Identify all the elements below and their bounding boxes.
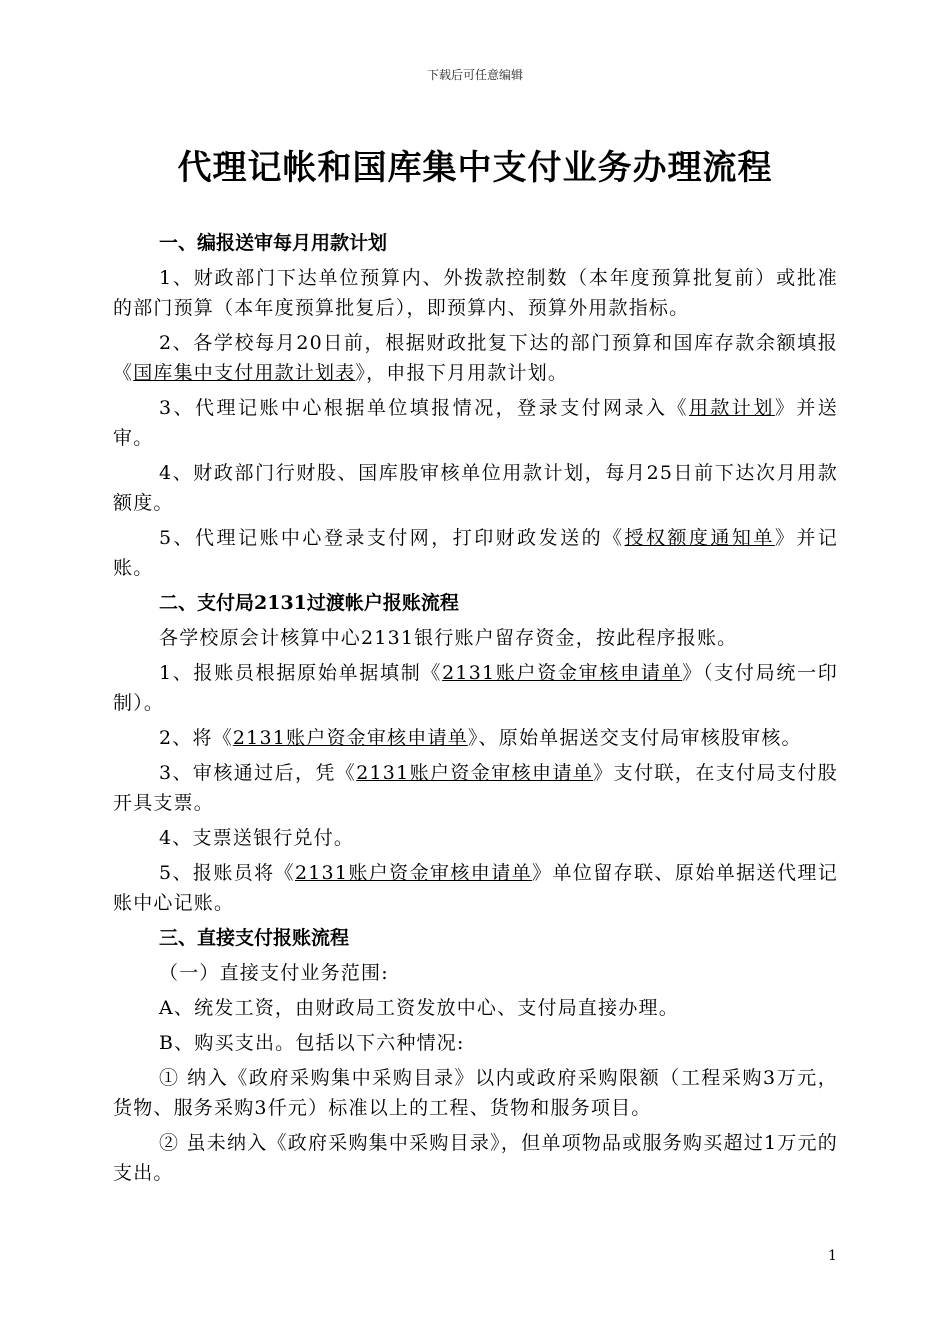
form-name-underlined: 2131账户资金审核申请单 bbox=[356, 762, 594, 784]
paragraph: B、购买支出。包括以下六种情况: bbox=[159, 1032, 465, 1054]
paragraph: 4、支票送银行兑付。 bbox=[159, 827, 355, 849]
paragraph: 1、报账员根据原始单据填制《2131账户资金审核申请单》（支付局统一印制）。 bbox=[113, 662, 839, 714]
paragraph: ① 纳入《政府采购集中采购目录》以内或政府采购限额（工程采购3万元，货物、服务采购3仟元）标准以上的工程、货物和服务项目。 bbox=[113, 1067, 838, 1119]
document-title: 代理记帐和国库集中支付业务办理流程 bbox=[177, 148, 773, 188]
paragraph: （一）直接支付业务范围: bbox=[159, 962, 389, 984]
form-name-underlined: 2131账户资金审核申请单 bbox=[442, 662, 683, 684]
form-name-underlined: 用款计划 bbox=[688, 397, 775, 419]
paragraph: A、统发工资，由财政局工资发放中心、支付局直接办理。 bbox=[159, 997, 679, 1019]
form-name-underlined: 国库集中支付用款计划表 bbox=[133, 362, 356, 384]
form-name-underlined: 2131账户资金审核申请单 bbox=[294, 862, 533, 884]
paragraph: ② 虽未纳入《政府采购集中采购目录》，但单项物品或服务购买超过1万元的支出。 bbox=[113, 1132, 838, 1184]
section-heading-1: 一、编报送审每月用款计划 bbox=[159, 232, 388, 254]
form-name-underlined: 授权额度通知单 bbox=[624, 527, 775, 549]
page-number: 1 bbox=[828, 1248, 837, 1264]
paragraph: 3、代理记账中心根据单位填报情况，登录支付网录入《用款计划》并送审。 bbox=[113, 397, 838, 449]
document-body bbox=[113, 228, 838, 1193]
paragraph: 3、审核通过后，凭《2131账户资金审核申请单》支付联，在支付局支付股开具支票。 bbox=[113, 762, 838, 814]
form-name-underlined: 2131账户资金审核申请单 bbox=[232, 727, 468, 749]
paragraph: 2、将《2131账户资金审核申请单》、原始单据送交支付局审核股审核。 bbox=[159, 727, 802, 749]
paragraph: 5、代理记账中心登录支付网，打印财政发送的《授权额度通知单》并记账。 bbox=[113, 527, 838, 579]
section-heading-3: 三、直接支付报账流程 bbox=[159, 927, 350, 949]
paragraph: 各学校原会计核算中心2131银行账户留存资金，按此程序报账。 bbox=[159, 627, 738, 649]
page-header: 下载后可任意编辑 bbox=[426, 68, 523, 82]
paragraph: 4、财政部门行财股、国库股审核单位用款计划，每月25日前下达次月用款额度。 bbox=[113, 462, 838, 514]
section-heading-2: 二、支付局2131过渡帐户报账流程 bbox=[159, 592, 459, 614]
paragraph: 1、财政部门下达单位预算内、外拨款控制数（本年度预算批复前）或批准的部门预算（本年度预算批复后），即预算内、预算外用款指标。 bbox=[113, 267, 838, 319]
paragraph: 5、报账员将《2131账户资金审核申请单》单位留存联、原始单据送代理记账中心记账。 bbox=[113, 862, 838, 914]
paragraph: 2、各学校每月20日前，根据财政批复下达的部门预算和国库存款余额填报《国库集中支付用款计划表》，申报下月用款计划。 bbox=[113, 332, 838, 384]
